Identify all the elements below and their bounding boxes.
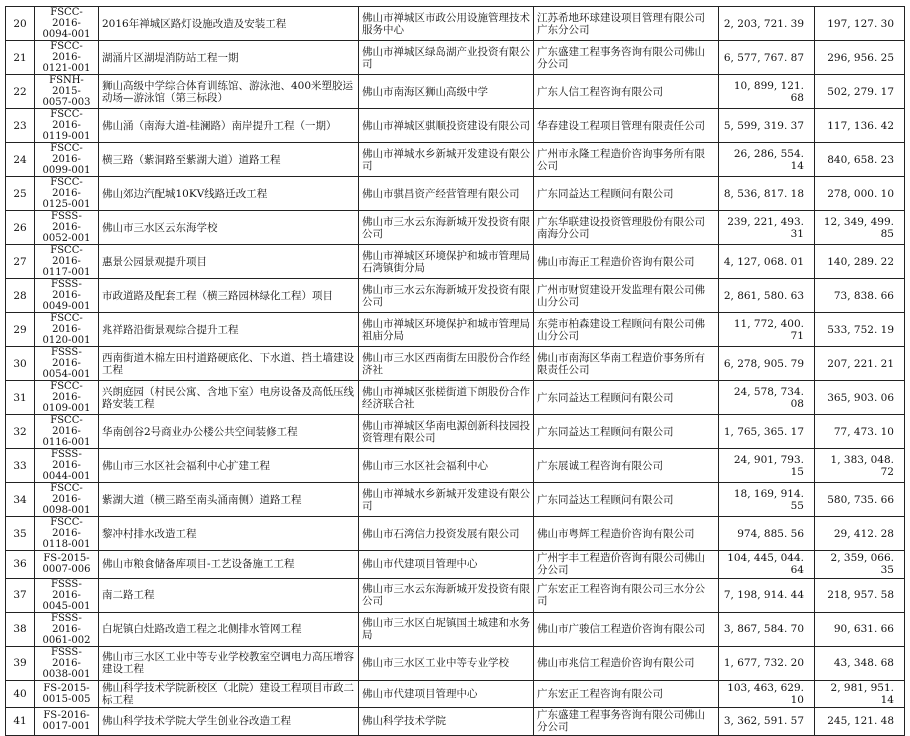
project-code: FSCC-2016-0099-001 [35, 143, 99, 177]
budget-amount: 1, 765, 365. 17 [719, 415, 815, 449]
project-name: 佛山郊边汽配城10KV线路迁改工程 [99, 177, 359, 211]
consulting-agency: 佛山市南海区华南工程造价事务所有限责任公司 [534, 347, 719, 381]
row-number: 30 [6, 347, 35, 381]
table-row [6, 75, 905, 109]
table-row [6, 313, 905, 347]
project-code: FSSS-2016-0038-001 [35, 646, 99, 680]
project-name: 佛山科学技术学院新校区（北院）建设工程项目市政二标工程 [99, 680, 359, 708]
consulting-agency: 广东华联建设投资管理股份有限公司南海分公司 [534, 211, 719, 245]
budget-amount: 26, 286, 554. 14 [719, 143, 815, 177]
owner-unit: 佛山市禅城区华南电源创新科技园投资管理有限公司 [359, 415, 534, 449]
budget-amount: 2, 203, 721. 39 [719, 7, 815, 41]
fee-amount: 2, 359, 066. 35 [815, 551, 905, 579]
row-number: 24 [6, 143, 35, 177]
project-code: FSCC-2016-0117-001 [35, 245, 99, 279]
row-number: 37 [6, 578, 35, 612]
project-name: 横三路（紫洞路至紫湖大道）道路工程 [99, 143, 359, 177]
owner-unit: 佛山市三水云东海新城开发投资有限公司 [359, 578, 534, 612]
consulting-agency: 广东人信工程咨询有限公司 [534, 75, 719, 109]
budget-amount: 974, 885. 56 [719, 517, 815, 551]
project-name: 兴朗庭园（村民公寓、含地下室）电房设备及高低压线路安装工程 [99, 381, 359, 415]
table-row [6, 551, 905, 579]
consulting-agency: 佛山市兆信工程造价咨询有限公司 [534, 646, 719, 680]
project-code: FSSS-2016-0052-001 [35, 211, 99, 245]
consulting-agency: 广州市财贸建设开发监理有限公司佛山分公司 [534, 279, 719, 313]
project-code: FSSS-2016-0045-001 [35, 578, 99, 612]
project-table-body [6, 7, 905, 736]
table-row [6, 483, 905, 517]
consulting-agency: 广东盛建工程事务咨询有限公司佛山分公司 [534, 41, 719, 75]
row-number: 40 [6, 680, 35, 708]
budget-amount: 6, 577, 767. 87 [719, 41, 815, 75]
table-row [6, 708, 905, 736]
fee-amount: 140, 289. 22 [815, 245, 905, 279]
owner-unit: 佛山市骐昌资产经营管理有限公司 [359, 177, 534, 211]
budget-amount: 1, 677, 732. 20 [719, 646, 815, 680]
project-name: 佛山市三水区社会福利中心扩建工程 [99, 449, 359, 483]
owner-unit: 佛山科学技术学院 [359, 708, 534, 736]
budget-amount: 24, 901, 793. 15 [719, 449, 815, 483]
fee-amount: 43, 348. 68 [815, 646, 905, 680]
project-name: 兆祥路沿街景观综合提升工程 [99, 313, 359, 347]
budget-amount: 239, 221, 493. 31 [719, 211, 815, 245]
consulting-agency: 广东宏正工程咨询有限公司三水分公司 [534, 578, 719, 612]
budget-amount: 2, 861, 580. 63 [719, 279, 815, 313]
consulting-agency: 广东盛建工程事务咨询有限公司佛山分公司 [534, 708, 719, 736]
project-code: FSCC-2016-0094-001 [35, 7, 99, 41]
project-name: 西南街道木棉左田村道路硬底化、下水道、挡土墙建设工程 [99, 347, 359, 381]
consulting-agency: 广东展诚工程咨询有限公司 [534, 449, 719, 483]
row-number: 35 [6, 517, 35, 551]
budget-amount: 24, 578, 734. 08 [719, 381, 815, 415]
budget-amount: 3, 362, 591. 57 [719, 708, 815, 736]
fee-amount: 197, 127. 30 [815, 7, 905, 41]
row-number: 38 [6, 612, 35, 646]
budget-amount: 103, 463, 629. 10 [719, 680, 815, 708]
project-name: 紫湖大道（横三路至南头涌南侧）道路工程 [99, 483, 359, 517]
fee-amount: 1, 383, 048. 72 [815, 449, 905, 483]
fee-amount: 533, 752. 19 [815, 313, 905, 347]
project-name: 佛山科学技术学院大学生创业谷改造工程 [99, 708, 359, 736]
project-name: 华南创谷2号商业办公楼公共空间装修工程 [99, 415, 359, 449]
owner-unit: 佛山市三水云东海新城开发投资有限公司 [359, 211, 534, 245]
budget-amount: 10, 899, 121. 68 [719, 75, 815, 109]
project-table [5, 6, 905, 736]
row-number: 32 [6, 415, 35, 449]
owner-unit: 佛山市三水区社会福利中心 [359, 449, 534, 483]
project-code: FSCC-2016-0098-001 [35, 483, 99, 517]
owner-unit: 佛山市代建项目管理中心 [359, 551, 534, 579]
project-name: 狮山高级中学综合体育训练馆、游泳池、400米塑胶运动场—游泳馆（第三标段） [99, 75, 359, 109]
budget-amount: 3, 867, 584. 70 [719, 612, 815, 646]
project-code: FS-2015-0015-005 [35, 680, 99, 708]
owner-unit: 佛山市禅城区市政公用设施管理技术服务中心 [359, 7, 534, 41]
table-row [6, 211, 905, 245]
budget-amount: 6, 278, 905. 79 [719, 347, 815, 381]
project-name: 佛山市三水区云东海学校 [99, 211, 359, 245]
row-number: 29 [6, 313, 35, 347]
project-code: FSCC-2016-0121-001 [35, 41, 99, 75]
fee-amount: 90, 631. 66 [815, 612, 905, 646]
project-name: 南二路工程 [99, 578, 359, 612]
fee-amount: 278, 000. 10 [815, 177, 905, 211]
row-number: 26 [6, 211, 35, 245]
table-row [6, 612, 905, 646]
table-row [6, 279, 905, 313]
table-row [6, 245, 905, 279]
row-number: 21 [6, 41, 35, 75]
project-code: FSSS-2016-0049-001 [35, 279, 99, 313]
project-code: FSCC-2016-0118-001 [35, 517, 99, 551]
project-name: 白坭镇白灶路改造工程之北侧排水管网工程 [99, 612, 359, 646]
project-name: 黎冲村排水改造工程 [99, 517, 359, 551]
owner-unit: 佛山市三水区工业中等专业学校 [359, 646, 534, 680]
table-row [6, 347, 905, 381]
fee-amount: 2, 981, 951. 14 [815, 680, 905, 708]
budget-amount: 8, 536, 817. 18 [719, 177, 815, 211]
budget-amount: 4, 127, 068. 01 [719, 245, 815, 279]
owner-unit: 佛山市三水云东海新城开发投资有限公司 [359, 279, 534, 313]
row-number: 27 [6, 245, 35, 279]
project-name: 2016年禅城区路灯设施改造及安装工程 [99, 7, 359, 41]
owner-unit: 佛山市三水区白坭镇国土城建和水务局 [359, 612, 534, 646]
fee-amount: 218, 957. 58 [815, 578, 905, 612]
consulting-agency: 佛山市海正工程造价咨询有限公司 [534, 245, 719, 279]
owner-unit: 佛山市禅城区张槎街道下朗股份合作经济联合社 [359, 381, 534, 415]
project-name: 佛山涌（南海大道-桂澜路）南岸提升工程（一期） [99, 109, 359, 143]
fee-amount: 502, 279. 17 [815, 75, 905, 109]
project-code: FS-2016-0017-001 [35, 708, 99, 736]
consulting-agency: 华春建设工程项目管理有限责任公司 [534, 109, 719, 143]
budget-amount: 7, 198, 914. 44 [719, 578, 815, 612]
budget-amount: 11, 772, 400. 71 [719, 313, 815, 347]
consulting-agency: 江苏希地环球建设项目管理有限公司广东分公司 [534, 7, 719, 41]
row-number: 22 [6, 75, 35, 109]
consulting-agency: 广州宇丰工程造价咨询有限公司佛山分公司 [534, 551, 719, 579]
row-number: 34 [6, 483, 35, 517]
table-row [6, 381, 905, 415]
fee-amount: 840, 658. 23 [815, 143, 905, 177]
owner-unit: 佛山市南海区狮山高级中学 [359, 75, 534, 109]
consulting-agency: 东莞市柏森建设工程顾问有限公司佛山分公司 [534, 313, 719, 347]
owner-unit: 佛山市禅城区环境保护和城市管理局祖庙分局 [359, 313, 534, 347]
project-code: FSCC-2016-0119-001 [35, 109, 99, 143]
project-name: 市政道路及配套工程（横三路园林绿化工程）项目 [99, 279, 359, 313]
project-code: FSCC-2016-0116-001 [35, 415, 99, 449]
table-row [6, 41, 905, 75]
project-name: 佛山市三水区工业中等专业学校教室空调电力高压增容建设工程 [99, 646, 359, 680]
row-number: 23 [6, 109, 35, 143]
table-row [6, 7, 905, 41]
fee-amount: 12, 349, 499. 85 [815, 211, 905, 245]
row-number: 33 [6, 449, 35, 483]
table-row [6, 143, 905, 177]
table-row [6, 517, 905, 551]
consulting-agency: 广东同益达工程顾问有限公司 [534, 381, 719, 415]
budget-amount: 5, 599, 319. 37 [719, 109, 815, 143]
owner-unit: 佛山市禅城区绿岛湖产业投资有限公司 [359, 41, 534, 75]
row-number: 20 [6, 7, 35, 41]
owner-unit: 佛山市代建项目管理中心 [359, 680, 534, 708]
consulting-agency: 广东同益达工程顾问有限公司 [534, 483, 719, 517]
table-row [6, 578, 905, 612]
consulting-agency: 佛山市粤辉工程造价咨询有限公司 [534, 517, 719, 551]
owner-unit: 佛山市石湾信力投资发展有限公司 [359, 517, 534, 551]
table-row [6, 449, 905, 483]
consulting-agency: 佛山市广骏信工程造价咨询有限公司 [534, 612, 719, 646]
row-number: 25 [6, 177, 35, 211]
row-number: 39 [6, 646, 35, 680]
row-number: 31 [6, 381, 35, 415]
table-row [6, 177, 905, 211]
fee-amount: 77, 473. 10 [815, 415, 905, 449]
project-code: FSNH-2015-0057-003 [35, 75, 99, 109]
project-code: FS-2015-0007-006 [35, 551, 99, 579]
fee-amount: 365, 903. 06 [815, 381, 905, 415]
fee-amount: 245, 121. 48 [815, 708, 905, 736]
owner-unit: 佛山市三水区西南街左田股份合作经济社 [359, 347, 534, 381]
owner-unit: 佛山市禅城水乡新城开发建设有限公司 [359, 143, 534, 177]
project-code: FSSS-2016-0044-001 [35, 449, 99, 483]
document-page [5, 6, 905, 736]
consulting-agency: 广东同益达工程顾问有限公司 [534, 177, 719, 211]
table-row [6, 109, 905, 143]
project-code: FSSS-2016-0054-001 [35, 347, 99, 381]
fee-amount: 580, 735. 66 [815, 483, 905, 517]
row-number: 28 [6, 279, 35, 313]
fee-amount: 73, 838. 66 [815, 279, 905, 313]
owner-unit: 佛山市禅城水乡新城开发建设有限公司 [359, 483, 534, 517]
owner-unit: 佛山市禅城区环境保护和城市管理局石湾镇街分局 [359, 245, 534, 279]
fee-amount: 117, 136. 42 [815, 109, 905, 143]
table-row [6, 680, 905, 708]
project-name: 惠景公园景观提升项目 [99, 245, 359, 279]
project-name: 佛山市粮食储备库项目-工艺设备施工工程 [99, 551, 359, 579]
project-code: FSCC-2016-0125-001 [35, 177, 99, 211]
project-code: FSCC-2016-0120-001 [35, 313, 99, 347]
project-name: 湖涌片区湖堤消防站工程一期 [99, 41, 359, 75]
budget-amount: 104, 445, 044. 64 [719, 551, 815, 579]
owner-unit: 佛山市禅城区骐顺投资建设有限公司 [359, 109, 534, 143]
budget-amount: 18, 169, 914. 55 [719, 483, 815, 517]
project-code: FSCC-2016-0109-001 [35, 381, 99, 415]
consulting-agency: 广东同益达工程顾问有限公司 [534, 415, 719, 449]
fee-amount: 207, 221. 21 [815, 347, 905, 381]
consulting-agency: 广州市永隆工程造价咨询事务所有限公司 [534, 143, 719, 177]
fee-amount: 29, 412. 28 [815, 517, 905, 551]
project-code: FSSS-2016-0061-002 [35, 612, 99, 646]
table-row [6, 415, 905, 449]
row-number: 36 [6, 551, 35, 579]
consulting-agency: 广东宏正工程咨询有限公司 [534, 680, 719, 708]
row-number: 41 [6, 708, 35, 736]
fee-amount: 296, 956. 25 [815, 41, 905, 75]
table-row [6, 646, 905, 680]
